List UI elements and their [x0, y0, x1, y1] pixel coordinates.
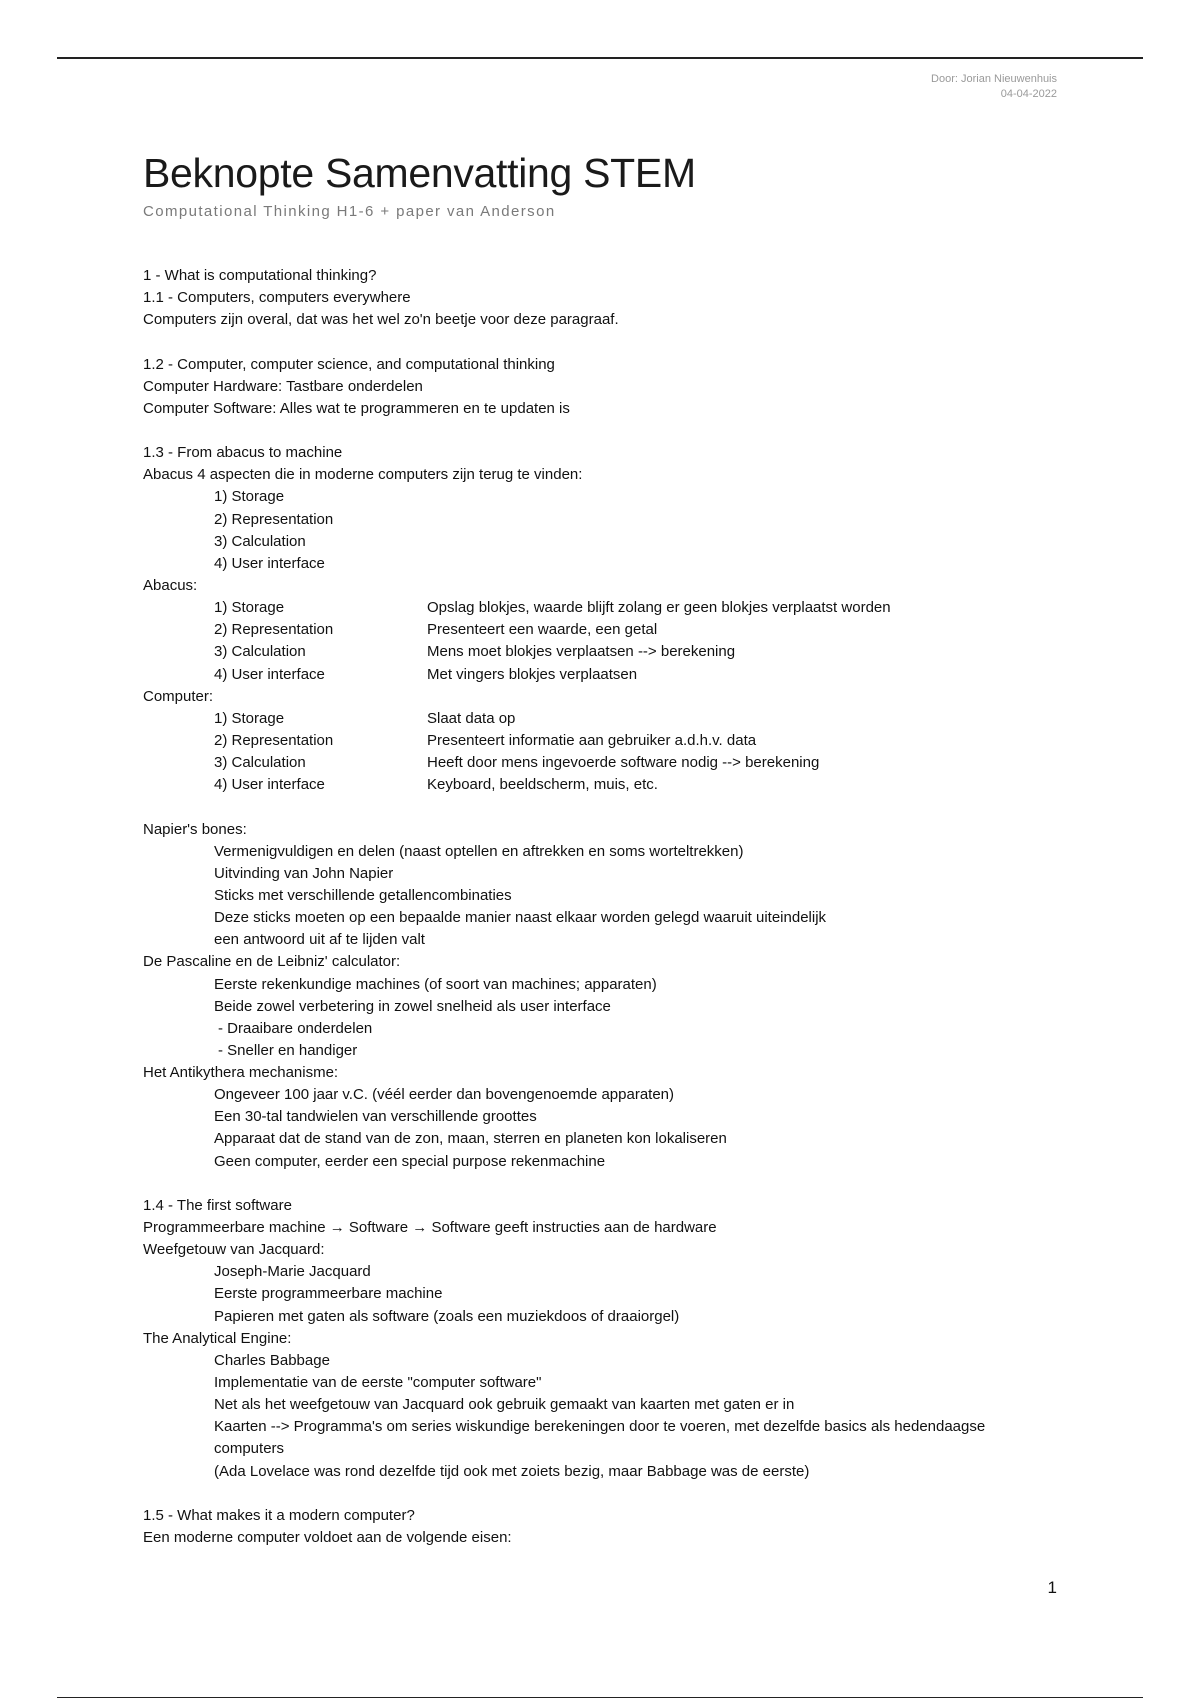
subheading: Het Antikythera mechanisme: [143, 1064, 339, 1082]
list-item: Sticks met verschillende getallencombinaties [214, 886, 512, 904]
term: 3) Calculation [214, 754, 306, 772]
paragraph: Programmeerbare machine → Software → Software geeft instructies aan de hardware [143, 1219, 717, 1237]
term: 2) Representation [214, 731, 334, 749]
list-item: Kaarten --> Programma's om series wiskundige berekeningen door te voeren, met dezelfde basics als hedendaagse [214, 1418, 986, 1436]
list-item: Apparaat dat de stand van de zon, maan, sterren en planeten kon lokaliseren [214, 1130, 727, 1148]
term: 1) Storage [214, 709, 285, 727]
definition: Heeft door mens ingevoerde software nodig --> berekening [427, 754, 820, 772]
list-item: Geen computer, eerder een special purpose rekenmachine [214, 1152, 606, 1170]
subheading: Computer: [143, 687, 214, 705]
definition-row [143, 619, 1073, 641]
subheading: Abacus: [143, 576, 198, 594]
definition: Slaat data op [427, 709, 516, 727]
definition-row [143, 730, 1073, 752]
page-subtitle: Computational Thinking H1-6 + paper van Anderson [143, 203, 556, 220]
section-heading: 1 - What is computational thinking? [143, 267, 377, 284]
definition: Mens moet blokjes verplaatsen --> berekening [427, 643, 736, 661]
list-item: 3) Calculation [214, 532, 306, 550]
list-item: Net als het weefgetouw van Jacquard ook gebruik gemaakt van kaarten met gaten er in [214, 1396, 795, 1414]
definition-row [143, 664, 1073, 686]
term: 4) User interface [214, 776, 325, 794]
list-item: Eerste rekenkundige machines (of soort van machines; apparaten) [214, 975, 657, 993]
list-item: Charles Babbage [214, 1351, 330, 1369]
document-header [931, 72, 1057, 102]
list-item: (Ada Lovelace was rond dezelfde tijd ook met zoiets bezig, maar Babbage was de eerste) [214, 1462, 810, 1480]
subheading: Weefgetouw van Jacquard: [143, 1241, 325, 1259]
sub-list-item: - Draaibare onderdelen [218, 1019, 373, 1037]
top-rule [57, 57, 1143, 59]
definition-row [143, 641, 1073, 663]
sub-list-item: - Sneller en handiger [218, 1041, 358, 1059]
list-item: Beide zowel verbetering in zowel snelheid als user interface [214, 997, 611, 1015]
definition: Presenteert informatie aan gebruiker a.d.h.v. data [427, 731, 757, 749]
paragraph: Computer Software: Alles wat te programmeren en te updaten is [143, 399, 570, 417]
section-heading: 1.2 - Computer, computer science, and computational thinking [143, 355, 555, 373]
author-name: Door: Jorian Nieuwenhuis [931, 73, 1057, 85]
list-item: Eerste programmeerbare machine [214, 1285, 443, 1303]
definition: Met vingers blokjes verplaatsen [427, 665, 638, 683]
section-heading: 1.1 - Computers, computers everywhere [143, 289, 411, 307]
list-item: een antwoord uit af te lijden valt [214, 931, 425, 949]
definition: Presenteert een waarde, een getal [427, 621, 658, 639]
list-item: Deze sticks moeten op een bepaalde manier naast elkaar worden gelegd waaruit uiteindelijk [214, 909, 827, 927]
list-item: 2) Representation [214, 510, 334, 528]
definition-row [143, 752, 1073, 774]
section-heading: 1.4 - The first software [143, 1196, 292, 1214]
list-item: Vermenigvuldigen en delen (naast optellen en aftrekken en soms worteltrekken) [214, 842, 744, 860]
definition: Opslag blokjes, waarde blijft zolang er geen blokjes verplaatst worden [427, 599, 891, 617]
term: 4) User interface [214, 665, 325, 683]
definition-row [143, 708, 1073, 730]
bottom-rule [57, 1697, 1143, 1698]
paragraph: Abacus 4 aspecten die in moderne computers zijn terug te vinden: [143, 466, 583, 484]
section-heading: 1.3 - From abacus to machine [143, 444, 343, 462]
document-date: 04-04-2022 [1000, 88, 1057, 100]
list-item: computers [214, 1440, 285, 1458]
list-item: Ongeveer 100 jaar v.C. (véél eerder dan bovengenoemde apparaten) [214, 1086, 675, 1104]
page-title: Beknopte Samenvatting STEM [143, 150, 696, 196]
list-item: Implementatie van de eerste "computer software" [214, 1374, 542, 1392]
document-body [143, 265, 1073, 1549]
list-item: Papieren met gaten als software (zoals een muziekdoos of draaiorgel) [214, 1307, 680, 1325]
subheading: The Analytical Engine: [143, 1329, 292, 1347]
term: 2) Representation [214, 621, 334, 639]
list-item: 4) User interface [214, 554, 325, 572]
paragraph: Computer Hardware: Tastbare onderdelen [143, 377, 423, 395]
list-item: Uitvinding van John Napier [214, 864, 394, 882]
paragraph: Een moderne computer voldoet aan de volgende eisen: [143, 1529, 512, 1547]
list-item: Joseph-Marie Jacquard [214, 1263, 371, 1281]
definition-row [143, 597, 1073, 619]
paragraph: Computers zijn overal, dat was het wel zo'n beetje voor deze paragraaf. [143, 311, 619, 329]
section-heading: 1.5 - What makes it a modern computer? [143, 1506, 415, 1524]
page-number: 1 [1047, 1578, 1057, 1597]
definition: Keyboard, beeldscherm, muis, etc. [427, 776, 658, 794]
list-item: Een 30-tal tandwielen van verschillende groottes [214, 1108, 537, 1126]
term: 1) Storage [214, 599, 285, 617]
definition-row [143, 774, 1073, 796]
term: 3) Calculation [214, 643, 306, 661]
subheading: Napier's bones: [143, 820, 247, 838]
subheading: De Pascaline en de Leibniz' calculator: [143, 953, 401, 971]
list-item: 1) Storage [214, 488, 285, 506]
